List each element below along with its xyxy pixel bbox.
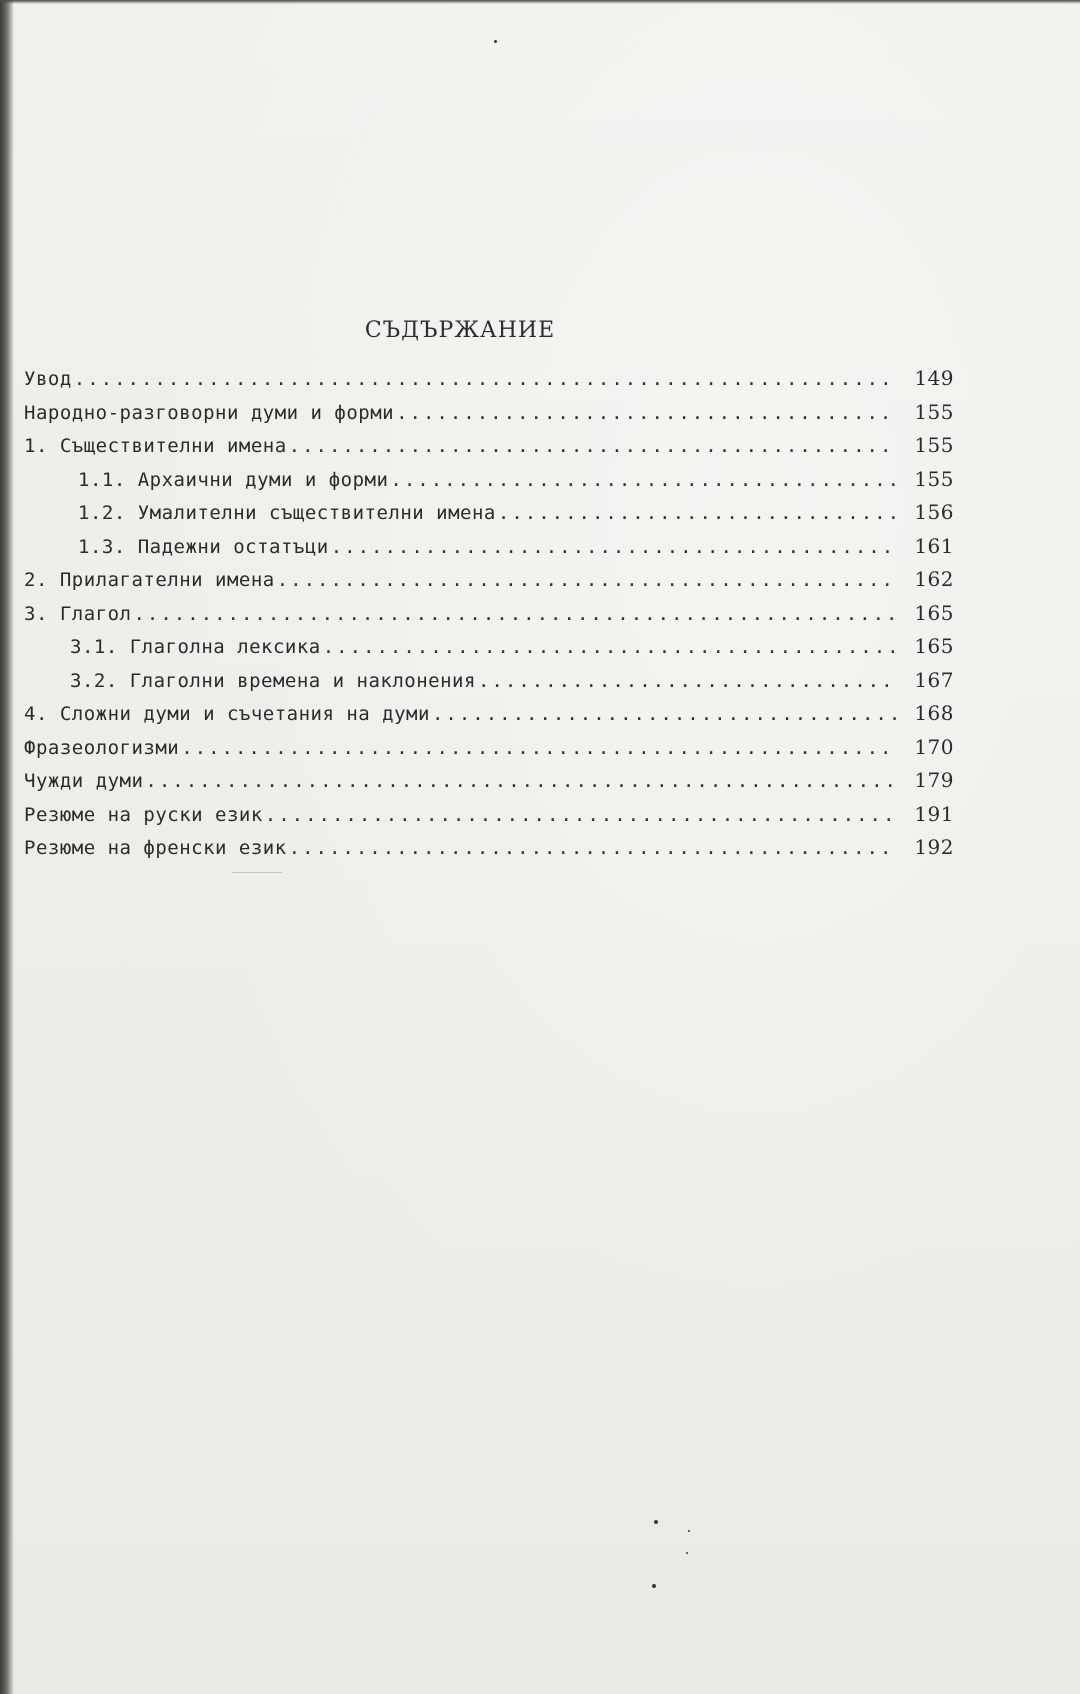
toc-entry-label: Резюме на руски език	[24, 803, 263, 826]
toc-subentry	[24, 668, 954, 702]
dot-leader	[390, 469, 896, 491]
dot-leader	[498, 502, 896, 524]
dot-leader	[289, 435, 896, 457]
toc-entry-page: 179	[914, 768, 954, 792]
toc-entry-page: 155	[914, 399, 954, 424]
dot-leader	[289, 837, 896, 859]
dot-leader	[478, 670, 896, 692]
dot-leader	[396, 402, 896, 424]
dot-leader	[432, 703, 896, 725]
toc-entry-label: Чужди думи	[24, 770, 144, 792]
toc-entry	[24, 735, 954, 769]
toc-entry	[24, 567, 954, 601]
toc-entry-label: Увод	[24, 368, 72, 390]
dot-leader	[145, 770, 896, 792]
dot-leader	[181, 737, 896, 759]
toc-entry-page: 155	[914, 466, 954, 491]
toc-entry-page: 165	[914, 600, 954, 625]
toc-entry-label: 1. Съществителни имена	[24, 435, 287, 457]
toc-entry-label: 4. Сложни думи и съчетания на думи	[24, 703, 430, 725]
toc-entry-label: 1.2. Умалителни съществителни имена	[78, 502, 496, 524]
toc-entry-label: 3.2. Глаголни времена и наклонения	[70, 669, 476, 692]
dot-leader	[277, 569, 896, 591]
toc-entry-page: 167	[914, 667, 954, 692]
toc-entry-page: 149	[914, 366, 954, 390]
dot-leader	[323, 636, 896, 658]
toc-entry-page: 165	[914, 634, 954, 658]
toc-subentry	[24, 534, 954, 568]
toc-entry	[24, 366, 954, 400]
toc-subentry	[24, 500, 954, 534]
toc-entry	[24, 701, 954, 735]
toc-entry-label: 1.3. Падежни остатъци	[78, 535, 329, 558]
toc-entry	[24, 601, 954, 635]
paper-speck	[654, 1520, 658, 1524]
toc-entry-label: Фразеологизми	[24, 736, 180, 759]
toc-entry-page: 168	[914, 701, 954, 725]
toc-title: СЪДЪРЖАНИЕ	[364, 318, 556, 343]
toc-entry-label: Резюме на френски език	[24, 837, 287, 859]
paper-speck	[652, 1584, 656, 1588]
paper-speck	[688, 1530, 690, 1532]
toc-entry	[24, 768, 954, 802]
toc-entry-page: 155	[914, 433, 954, 457]
toc-subentry	[24, 634, 954, 668]
toc-entry-label: 3. Глагол	[24, 602, 132, 625]
toc-entry	[24, 433, 954, 467]
dot-leader	[331, 536, 896, 558]
paper-speck	[494, 40, 497, 43]
page-top-edge	[0, 0, 1080, 4]
toc-entry-page: 191	[914, 801, 954, 826]
toc-entry	[24, 400, 954, 434]
toc-entry-page: 156	[914, 500, 954, 524]
toc-entry-page: 162	[914, 567, 954, 591]
toc-entry-page: 161	[914, 533, 954, 558]
toc-entry-label: 2. Прилагателни имена	[24, 569, 275, 591]
toc-subentry	[24, 467, 954, 501]
book-spine-shadow	[0, 0, 14, 1694]
toc-entry-label: 3.1. Глаголна лексика	[70, 636, 321, 658]
toc-entry-label: Народно-разговорни думи и форми	[24, 401, 395, 424]
paper-speck	[686, 1552, 688, 1554]
short-rule	[232, 872, 282, 873]
dot-leader	[133, 603, 896, 625]
toc-entry	[24, 835, 954, 869]
toc-entry-label: 1.1. Архаични думи и форми	[78, 468, 389, 491]
toc-entry-page: 170	[914, 734, 954, 759]
toc-entry	[24, 802, 954, 836]
dot-leader	[74, 368, 896, 390]
dot-leader	[265, 804, 896, 826]
toc-entry-page: 192	[914, 835, 954, 859]
table-of-contents	[24, 366, 954, 869]
